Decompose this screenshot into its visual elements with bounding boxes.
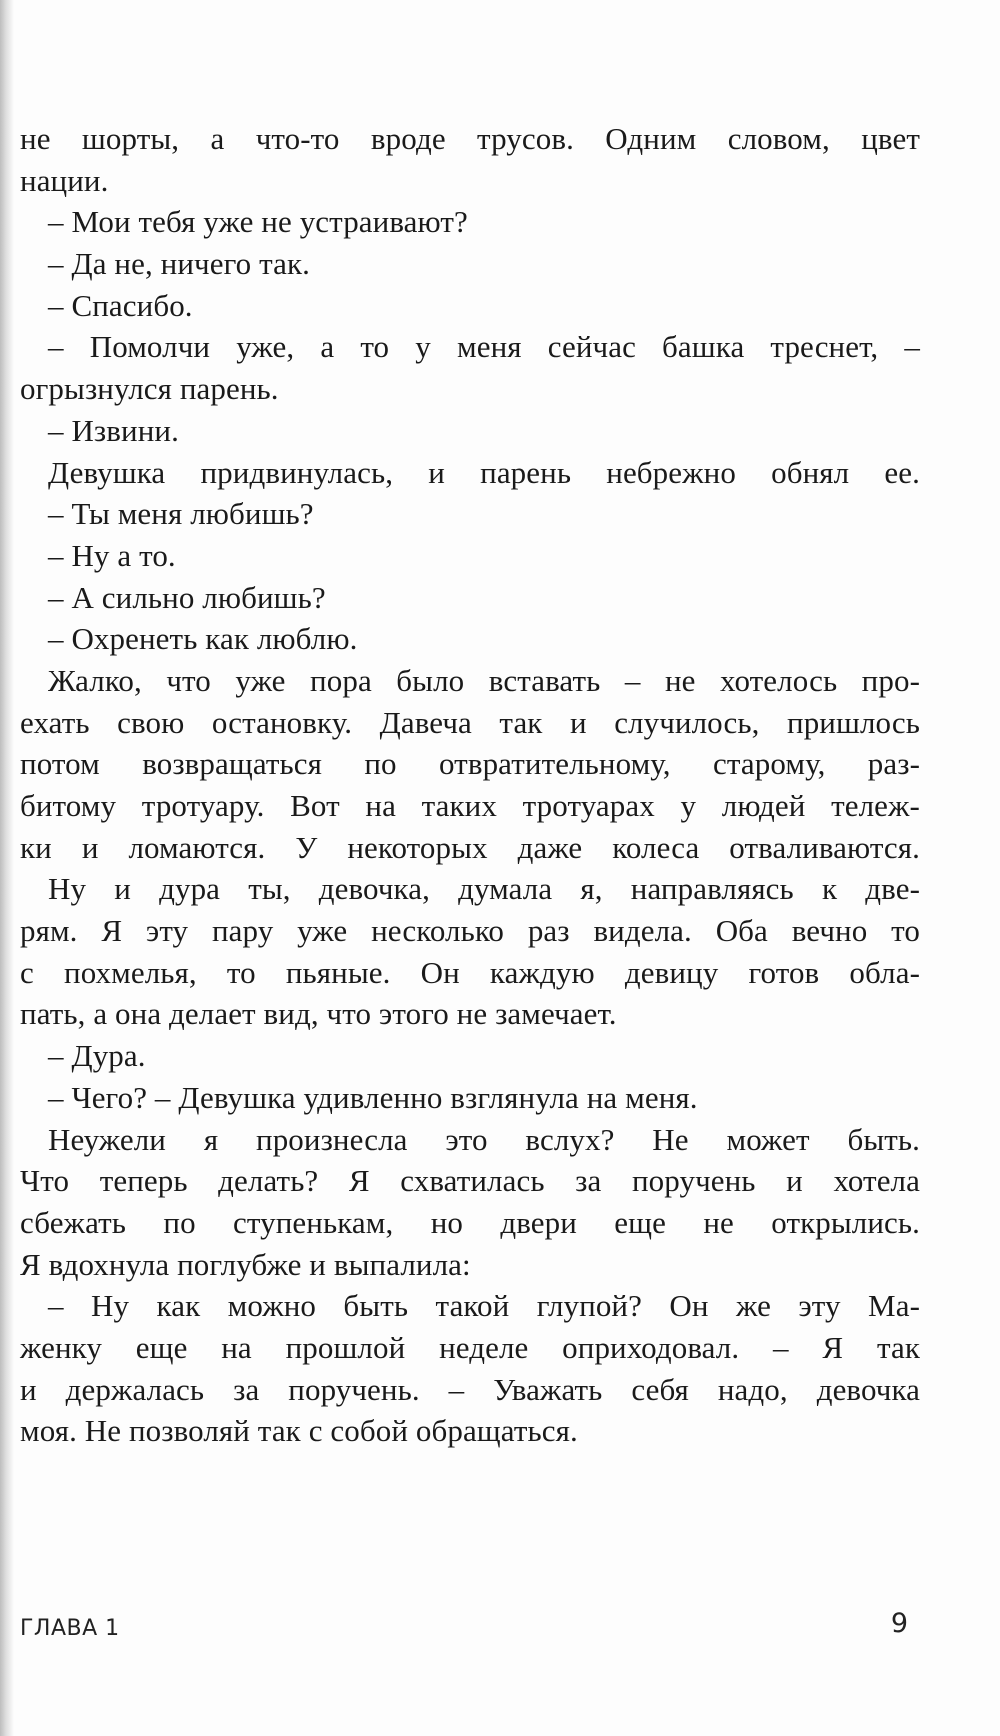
- text-line: огрызнулся парень.: [20, 371, 279, 407]
- text-line: – Извини.: [48, 412, 179, 448]
- text-line: – Чего? – Девушка удивленно взглянула на меня.: [48, 1079, 698, 1115]
- text-line: – Да не, ничего так.: [48, 246, 310, 282]
- text-line: – Помолчи уже, а то у меня сейчас башка треснет, –: [48, 329, 920, 365]
- text-line: Неужели я произнесла это вслух? Не может быть.: [48, 1121, 920, 1157]
- text-line: – Охренеть как люблю.: [48, 621, 358, 657]
- text-line: Что теперь делать? Я схватилась за поручень и хотела: [20, 1163, 920, 1199]
- text-line: и держалась за поручень. – Уважать себя надо, девочка: [20, 1371, 920, 1407]
- chapter-label: ГЛАВА 1: [20, 1616, 120, 1641]
- text-line: битому тротуару. Вот на таких тротуарах у людей тележ-: [20, 788, 920, 823]
- text-line: – Ты меня любишь?: [48, 496, 314, 532]
- text-line: нации.: [20, 162, 109, 198]
- text-line: ки и ломаются. У некоторых даже колеса отваливаются.: [20, 829, 920, 865]
- text-line: пать, а она делает вид, что этого не замечает.: [20, 996, 617, 1032]
- text-line: потом возвращаться по отвратительному, старому, раз-: [20, 746, 920, 782]
- text-line: – Спасибо.: [48, 287, 193, 323]
- text-line: женку еще на прошлой неделе оприходовал. – Я так: [20, 1329, 920, 1365]
- text-line: с похмелья, то пьяные. Он каждую девицу готов обла-: [20, 954, 920, 990]
- text-line: ехать свою остановку. Давеча так и случилось, пришлось: [20, 704, 920, 740]
- text-line: Жалко, что уже пора было вставать – не хотелось про-: [48, 662, 920, 698]
- text-line: Ну и дура ты, девочка, думала я, направляясь к две-: [48, 871, 920, 907]
- text-line: не шорты, а что-то вроде трусов. Одним словом, цвет: [20, 121, 920, 156]
- text-line: моя. Не позволяй так с собой обращаться.: [20, 1413, 578, 1449]
- text-line: – Ну а то.: [48, 537, 176, 573]
- text-line: – А сильно любишь?: [48, 579, 326, 615]
- body-text: [20, 118, 920, 1452]
- text-line: Я вдохнула поглубже и выпалила:: [20, 1246, 471, 1282]
- page-number: 9: [890, 1608, 908, 1639]
- text-line: рям. Я эту пару уже несколько раз видела. Оба вечно то: [20, 913, 920, 949]
- text-line: – Мои тебя уже не устраивают?: [48, 204, 468, 240]
- text-line: – Дура.: [48, 1038, 146, 1074]
- text-line: – Ну как можно быть такой глупой? Он же эту Ма-: [48, 1288, 920, 1324]
- spine-shadow: [0, 0, 14, 1736]
- text-line: Девушка придвинулась, и парень небрежно обнял ее.: [48, 454, 920, 490]
- text-line: сбежать по ступенькам, но двери еще не открылись.: [20, 1204, 920, 1240]
